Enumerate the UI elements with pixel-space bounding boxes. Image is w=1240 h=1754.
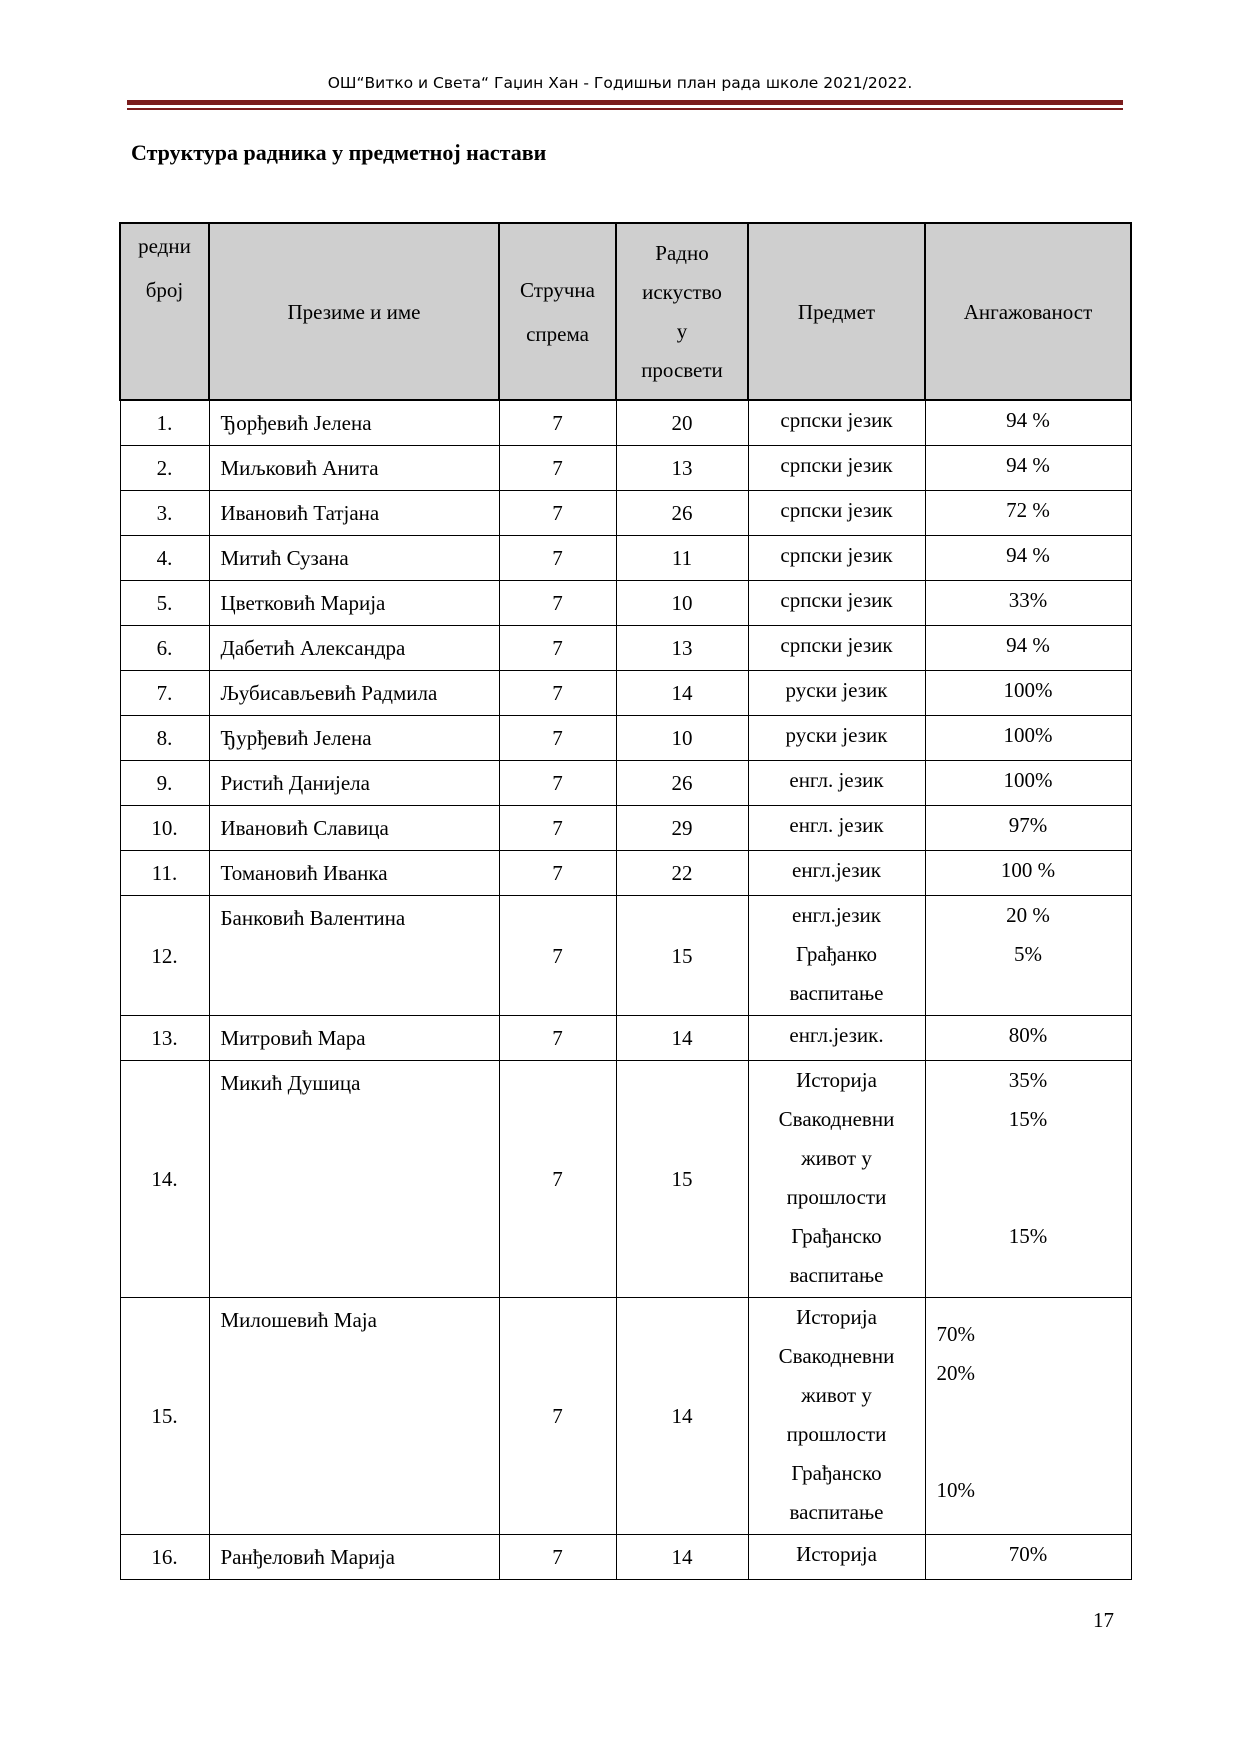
cell-experience: 15 [616, 896, 748, 1016]
cell-number: 2. [120, 446, 209, 491]
cell-qualification: 7 [499, 1298, 616, 1535]
table-row [120, 581, 1131, 626]
cell-engagement [925, 1298, 1131, 1535]
subject-line: енгл. језик [789, 813, 884, 837]
cell-qualification: 7 [499, 536, 616, 581]
cell-name: Микић Душица [209, 1061, 499, 1298]
cell-experience: 14 [616, 671, 748, 716]
cell-engagement [925, 761, 1131, 806]
cell-subject [748, 581, 925, 626]
engagement-line: 97% [1008, 813, 1048, 837]
cell-experience: 14 [616, 1298, 748, 1535]
cell-number: 15. [120, 1298, 209, 1535]
cell-engagement [925, 851, 1131, 896]
subject-line: српски језик [780, 543, 893, 567]
cell-experience: 13 [616, 446, 748, 491]
subject-line: Историја [796, 1542, 877, 1566]
table-row [120, 1535, 1131, 1580]
cell-experience: 20 [616, 400, 748, 446]
cell-number: 4. [120, 536, 209, 581]
cell-qualification: 7 [499, 491, 616, 536]
engagement-line [926, 1178, 1131, 1217]
cell-subject [748, 400, 925, 446]
cell-qualification: 7 [499, 851, 616, 896]
cell-number: 6. [120, 626, 209, 671]
cell-qualification: 7 [499, 1016, 616, 1061]
cell-qualification: 7 [499, 671, 616, 716]
header-col-qualification [499, 223, 616, 400]
header-col-engagement [925, 223, 1131, 400]
cell-subject [748, 806, 925, 851]
cell-engagement [925, 446, 1131, 491]
cell-qualification: 7 [499, 626, 616, 671]
engagement-line: 10% [936, 1478, 975, 1502]
subject-line: васпитање [789, 1500, 884, 1524]
table-row [120, 491, 1131, 536]
cell-subject [748, 761, 925, 806]
subject-line: енгл. језик [789, 768, 884, 792]
cell-name: Томановић Иванка [209, 851, 499, 896]
header-rule-thick [127, 100, 1123, 105]
engagement-line [937, 1393, 1131, 1471]
cell-subject [748, 446, 925, 491]
cell-experience: 29 [616, 806, 748, 851]
cell-experience: 15 [616, 1061, 748, 1298]
engagement-line: 20% [936, 1361, 975, 1385]
cell-experience: 26 [616, 761, 748, 806]
cell-engagement [925, 1016, 1131, 1061]
cell-number: 10. [120, 806, 209, 851]
cell-qualification: 7 [499, 896, 616, 1016]
header-line: у [676, 318, 688, 343]
table-row [120, 806, 1131, 851]
cell-number: 1. [120, 400, 209, 446]
cell-name: Ђорђевић Јелена [209, 400, 499, 446]
cell-qualification: 7 [499, 400, 616, 446]
cell-qualification: 7 [499, 1061, 616, 1298]
cell-subject [748, 671, 925, 716]
engagement-line: 70% [1008, 1542, 1048, 1566]
subject-line: Историја [796, 1305, 877, 1329]
engagement-line [926, 1139, 1131, 1178]
cell-experience: 14 [616, 1535, 748, 1580]
engagement-line: 35% [1008, 1068, 1048, 1092]
cell-qualification: 7 [499, 761, 616, 806]
table-row [120, 1298, 1131, 1535]
cell-engagement [925, 1535, 1131, 1580]
subject-line: српски језик [780, 588, 893, 612]
engagement-line: 100% [1003, 678, 1053, 702]
cell-name: Банковић Валентина [209, 896, 499, 1016]
header-line: Презиме и име [287, 299, 421, 324]
subject-line: Грађанко [796, 942, 877, 966]
table-row [120, 716, 1131, 761]
header-col-name [209, 223, 499, 400]
header-line: Радно [655, 240, 709, 265]
cell-number: 12. [120, 896, 209, 1016]
header-line: просвети [641, 357, 723, 382]
cell-subject [748, 716, 925, 761]
cell-engagement [925, 671, 1131, 716]
engagement-line: 100% [1003, 768, 1053, 792]
cell-subject [748, 536, 925, 581]
header-line: Ангажованост [963, 299, 1093, 324]
table-header-row [120, 223, 1131, 400]
cell-experience: 13 [616, 626, 748, 671]
table-row [120, 671, 1131, 716]
engagement-line: 15% [1008, 1224, 1048, 1248]
cell-number: 13. [120, 1016, 209, 1061]
engagement-line: 5% [1014, 942, 1042, 966]
subject-line: прошлости [786, 1185, 887, 1209]
engagement-line: 15% [1008, 1107, 1048, 1131]
cell-experience: 14 [616, 1016, 748, 1061]
cell-name: Дабетић Александра [209, 626, 499, 671]
engagement-line: 20 % [1006, 903, 1050, 927]
cell-qualification: 7 [499, 581, 616, 626]
cell-engagement [925, 491, 1131, 536]
cell-experience: 11 [616, 536, 748, 581]
cell-experience: 22 [616, 851, 748, 896]
subject-line: Историја [796, 1068, 877, 1092]
subject-line: Свакодневни [778, 1344, 895, 1368]
cell-name: Ристић Данијела [209, 761, 499, 806]
cell-number: 9. [120, 761, 209, 806]
engagement-line: 94 % [1006, 408, 1050, 432]
subject-line: васпитање [789, 981, 884, 1005]
cell-engagement [925, 581, 1131, 626]
cell-number: 7. [120, 671, 209, 716]
engagement-spacer [937, 1298, 1131, 1315]
header-line: Стручна [519, 277, 595, 302]
table-row [120, 1016, 1131, 1061]
table-row [120, 626, 1131, 671]
subject-line: живот у [801, 1146, 872, 1170]
cell-qualification: 7 [499, 716, 616, 761]
cell-subject [748, 626, 925, 671]
table-body [120, 400, 1131, 1580]
header-col-subject [748, 223, 925, 400]
subject-line: Грађанско [791, 1461, 882, 1485]
subject-line: српски језик [780, 453, 893, 477]
subject-line: енгл.језик [792, 858, 881, 882]
engagement-line: 94 % [1006, 543, 1050, 567]
cell-number: 5. [120, 581, 209, 626]
cell-subject [748, 851, 925, 896]
subject-line: руски језик [785, 678, 888, 702]
cell-subject [748, 1298, 925, 1535]
staff-table [119, 222, 1132, 1580]
subject-line: енгл.језик [792, 903, 881, 927]
cell-engagement [925, 400, 1131, 446]
cell-number: 8. [120, 716, 209, 761]
cell-experience: 10 [616, 716, 748, 761]
cell-number: 14. [120, 1061, 209, 1298]
table-row [120, 1061, 1131, 1298]
subject-line: српски језик [780, 408, 893, 432]
cell-experience: 26 [616, 491, 748, 536]
table-row [120, 761, 1131, 806]
cell-name: Ивановић Славица [209, 806, 499, 851]
cell-name: Ђурђевић Јелена [209, 716, 499, 761]
cell-subject [748, 896, 925, 1016]
header-line: редни [138, 234, 191, 258]
cell-subject [748, 1061, 925, 1298]
cell-name: Милошевић Маја [209, 1298, 499, 1535]
cell-subject [748, 491, 925, 536]
engagement-line [926, 974, 1131, 1013]
cell-number: 11. [120, 851, 209, 896]
table-row [120, 536, 1131, 581]
table-row [120, 896, 1131, 1016]
subject-line: српски језик [780, 498, 893, 522]
engagement-line [926, 1256, 1131, 1295]
table-row [120, 851, 1131, 896]
cell-subject [748, 1535, 925, 1580]
cell-engagement [925, 1061, 1131, 1298]
cell-engagement [925, 536, 1131, 581]
engagement-line: 72 % [1006, 498, 1050, 522]
header-line: спрема [526, 321, 589, 346]
page-number: 17 [1093, 1608, 1114, 1632]
cell-name: Ранђеловић Марија [209, 1535, 499, 1580]
table-row [120, 400, 1131, 446]
cell-experience: 10 [616, 581, 748, 626]
cell-engagement [925, 626, 1131, 671]
cell-name: Љубисављевић Радмила [209, 671, 499, 716]
subject-line: Свакодневни [778, 1107, 895, 1131]
engagement-line: 100% [1003, 723, 1053, 747]
cell-name: Митић Сузана [209, 536, 499, 581]
subject-line: прошлости [786, 1422, 887, 1446]
cell-name: Митровић Мара [209, 1016, 499, 1061]
cell-number: 16. [120, 1535, 209, 1580]
subject-line: руски језик [785, 723, 888, 747]
cell-number: 3. [120, 491, 209, 536]
subject-line: васпитање [789, 1263, 884, 1287]
engagement-line: 80% [1008, 1023, 1048, 1047]
cell-qualification: 7 [499, 806, 616, 851]
header-line: искуство [642, 279, 722, 304]
running-header: ОШ“Витко и Света“ Гаџин Хан - Годишњи план рада школе 2021/2022. [327, 74, 913, 92]
cell-subject [748, 1016, 925, 1061]
header-line: број [145, 278, 184, 302]
engagement-line: 94 % [1006, 633, 1050, 657]
cell-qualification: 7 [499, 446, 616, 491]
cell-engagement [925, 896, 1131, 1016]
cell-qualification: 7 [499, 1535, 616, 1580]
cell-engagement [925, 716, 1131, 761]
cell-name: Миљковић Анита [209, 446, 499, 491]
engagement-line: 33% [1008, 588, 1048, 612]
header-line: Предмет [797, 299, 876, 324]
subject-line: живот у [801, 1383, 872, 1407]
table-row [120, 446, 1131, 491]
table-header [120, 223, 1131, 400]
cell-engagement [925, 806, 1131, 851]
engagement-line: 70% [936, 1322, 975, 1346]
header-rule-thin [127, 108, 1123, 110]
section-title: Структура радника у предметној настави [131, 140, 547, 165]
engagement-line: 100 % [1000, 858, 1056, 882]
engagement-line: 94 % [1006, 453, 1050, 477]
subject-line: Грађанско [791, 1224, 882, 1248]
header-col-number [120, 223, 209, 400]
header-col-experience [616, 223, 748, 400]
cell-name: Цветковић Марија [209, 581, 499, 626]
subject-line: српски језик [780, 633, 893, 657]
cell-name: Ивановић Татјана [209, 491, 499, 536]
subject-line: енгл.језик. [789, 1023, 884, 1047]
